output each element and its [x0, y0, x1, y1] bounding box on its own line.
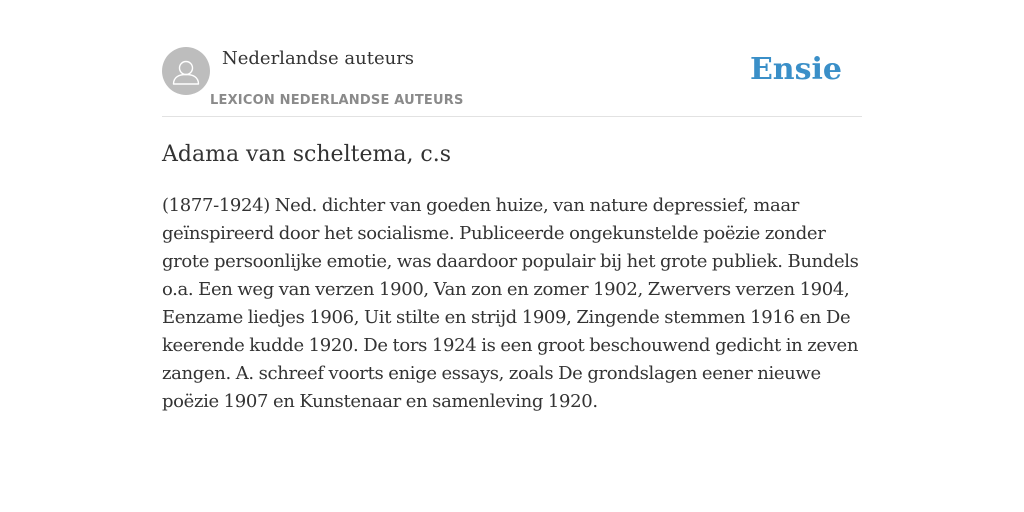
lexicon-subtitle[interactable]: LEXICON NEDERLANDSE AUTEURS — [210, 93, 464, 108]
article-title: Adama van scheltema, c.s — [162, 142, 452, 167]
article-body: (1877-1924) Ned. dichter van goeden huize, van nature depressief, maar geïnspireerd door het socialisme. Publiceerde ongekunstelde poëzie zonder grote persoonlijke emotie, was daardoor populair bij het grote publiek. Bundels o.a. Een weg van verzen 1900, Van zon en zomer 1902, Zwervers verzen 1904, Eenzame liedjes 1906, Uit stilte en strijd 1909, Zingende stemmen 1916 en De keerende kudde 1920. De tors 1924 is een groot beschouwend gedicht in zeven zangen. A. schreef voorts enige essays, zoals De grondslagen eener nieuwe poëzie 1907 en Kunstenaar en samenleving 1920. — [162, 195, 859, 412]
author-name[interactable]: Nederlandse auteurs — [222, 48, 415, 69]
avatar[interactable] — [162, 47, 210, 95]
ensie-logo[interactable]: Ensie — [749, 52, 842, 87]
user-icon — [162, 47, 210, 95]
header — [162, 0, 862, 117]
